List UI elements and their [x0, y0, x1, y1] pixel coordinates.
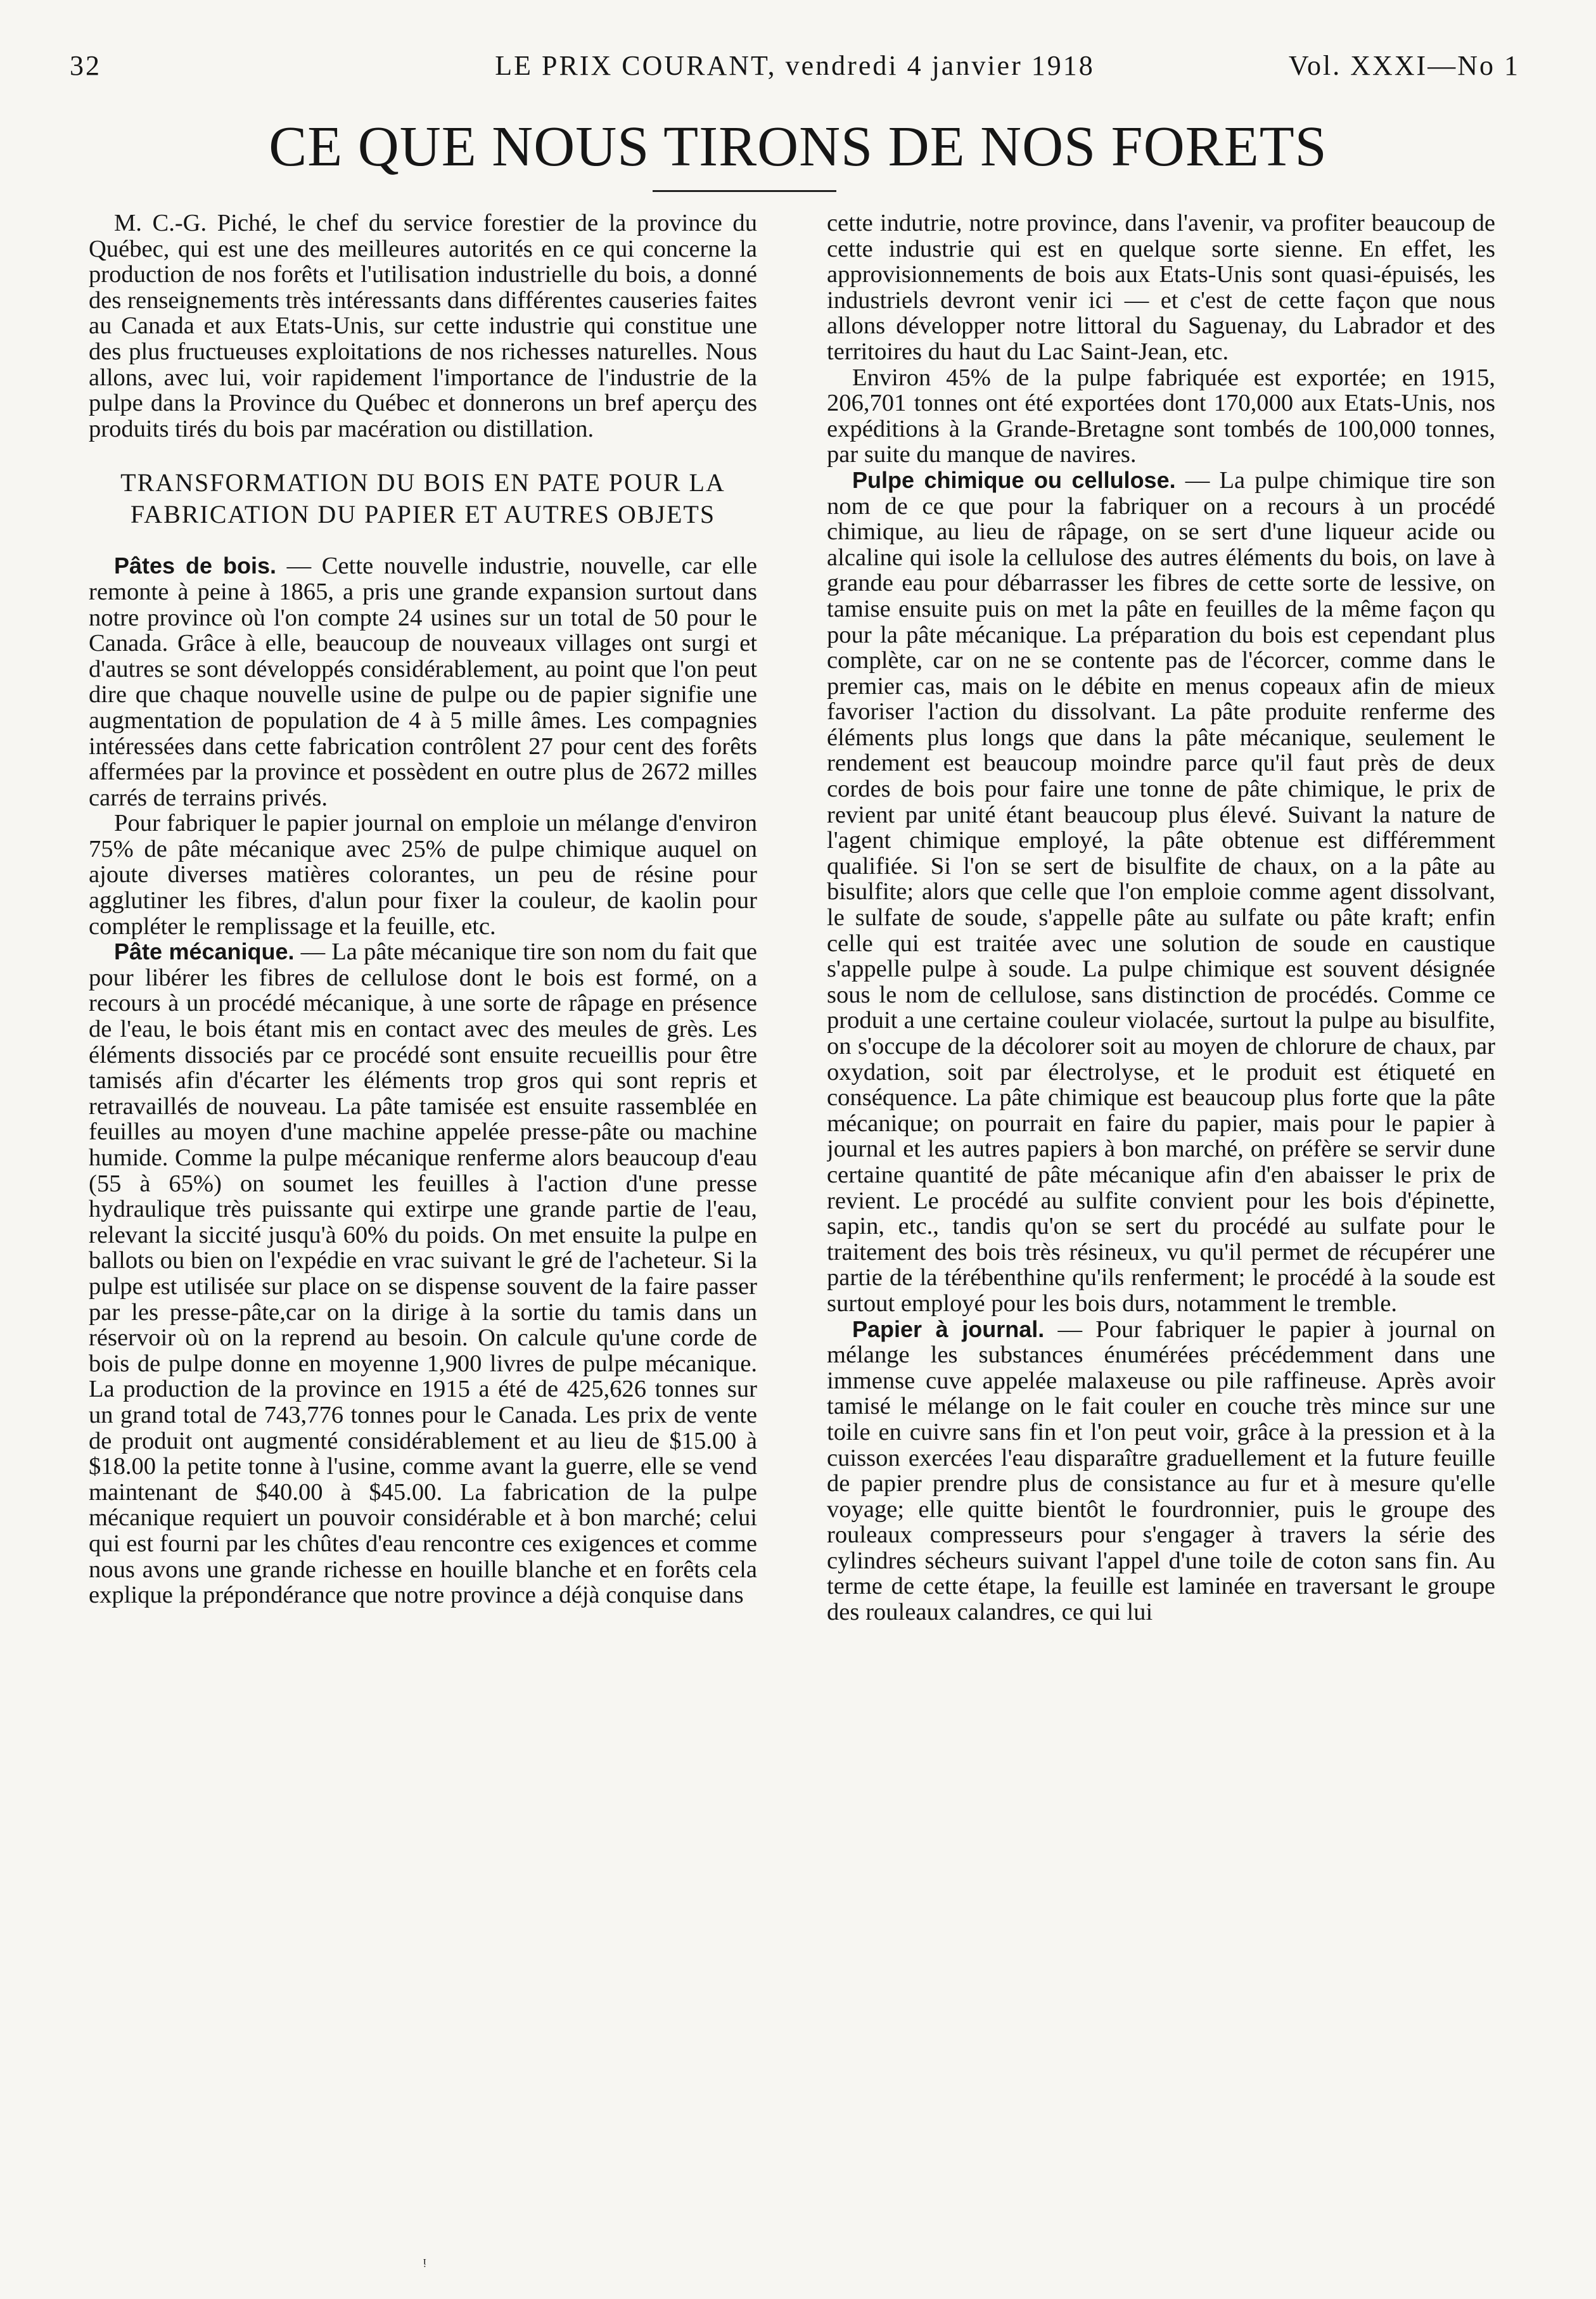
intro-paragraph: M. C.-G. Piché, le chef du service forestier de la province du Québec, qui est une des meilleures autorités en ce qui concerne la production de nos forêts et l'utilisation industrielle du bois, a donné des renseignements très intéressants dans différentes causeries faites au Canada et aux Etats-Unis, sur cette industrie qui constitue une des plus fructueuses exploitations de nos richesses naturelles. Nous allons, avec lui, voir rapidement l'importance de l'industrie de la pulpe dans la Province du Québec et donnerons un bref aperçu des produits tirés du bois par macération ou distillation. [89, 210, 757, 442]
volume-number: Vol. XXXI—No 1 [1288, 50, 1520, 81]
page-number: 32 [70, 50, 101, 81]
title-divider [653, 190, 836, 192]
run-in-heading: Pulpe chimique ou cellulose. [852, 466, 1176, 493]
run-in-heading: Pâte mécanique. [114, 938, 295, 965]
paragraph-exportation: Environ 45% de la pulpe fabriquée est exportée; en 1915, 206,701 tonnes ont été exportées dont 170,000 aux Etats-Unis, nos expéditions à la Grande-Bretagne sont tombés de 100,000 tonnes, par suite du manque de navires. [827, 364, 1495, 468]
run-in-heading: Pâtes de bois. [114, 553, 277, 579]
section-heading: TRANSFORMATION DU BOIS EN PATE POUR LA FABRICATION DU PAPIER ET AUTRES OBJETS [120, 468, 725, 529]
left-column [89, 210, 757, 2245]
article-title: CE QUE NOUS TIRONS DE NOS FORETS [269, 115, 1327, 178]
publication-line: LE PRIX COURANT, vendredi 4 janvier 1918 [495, 50, 1095, 81]
paragraph-text: — Cette nouvelle industrie, nouvelle, car elle remonte à peine à 1865, a pris une grande expansion surtout dans notre province où l'on compte 24 usines sur un total de 50 pour le Canada. Grâce à elle, beaucoup de nouveaux villages ont surgi et d'autres se sont développés considérablement, au point que l'on peut dire que chaque nouvelle usine de pulpe ou de papier signifie une augmentation de population de 4 à 5 mille âmes. Les compagnies intéressées dans cette fabrication contrôlent 27 pour cent des forêts affermées par la province et possèdent en outre plus de 2672 milles carrés de terrains privés. [89, 553, 757, 811]
paragraph-continuation: cette indutrie, notre province, dans l'avenir, va profiter beaucoup de cette industrie qui est en quelque sorte sienne. En effet, les approvisionnements de bois aux Etats-Unis sont quasi-épuisés, les industriels devront venir ici — et c'est de cette façon que nous allons développer notre littoral du Saguenay, du Labrador et des territoires du haut du Lac Saint-Jean, etc. [827, 210, 1495, 365]
paragraph-text: — Pour fabriquer le papier à journal on mélange les substances énumérées précédemment dans une immense cuve appelée malaxeuse ou pile raffineuse. Après avoir tamisé le mélange on le fait couler en couche très mince sur une toile en cuivre sans fin et l'on peut voir, grâce à la pression et à la cuisson exercées l'eau disparaître graduellement et la future feuille de papier prendre plus de consistance au fur et à mesure qu'elle voyage; elle quitte bientôt le fourdronnier, puis le groupe des rouleaux compresseurs pour s'engager à travers la série des cylindres sécheurs suivant l'appel d'une toile de coton sans fin. Au terme de cette étape, la feuille est laminée en traversant le groupe des rouleaux calandres, ce qui lui [827, 1316, 1495, 1626]
paragraph-pulpe-chimique [827, 468, 1495, 1317]
right-column [827, 210, 1495, 2245]
paragraph-text: — La pulpe chimique tire son nom de ce que pour la fabriquer on a recours à un procédé chimique, au lieu de râpage, on se sert d'une liqueur acide ou alcaline qui isole la cellulose des autres éléments du bois, on lave à grande eau pour débarrasser les fibres de cette sorte de lessive, on tamise ensuite puis on met la pâte en feuilles de la même façon qu pour la pâte mécanique. La préparation du bois est cependant plus complète, car on ne se contente pas de l'écorcer, comme dans le premier cas, mais on le débite en menus copeaux afin de mieux favoriser l'action du dissolvant. La pâte produite renferme des éléments plus longs que dans la pâte mécanique, seulement le rendement est beaucoup moindre parce qu'il faut près de deux cordes de bois pour faire une tonne de pâte chimique, le prix de revient par unité étant beaucoup plus élevé. Suivant la nature de l'agent chimique employé, la pâte obtenue est différemment qualifiée. Si l'on se sert de bisulfite de chaux, on a la pâte au bisulfite; alors que celle que l'on emploie comme agent dissolvant, le sulfate de soude, s'appelle pâte au sulfate ou pâte kraft; enfin celle qui est traitée avec une solution de soude en caustique s'appelle pulpe à soude. La pulpe chimique est souvent désignée sous le nom de cellulose, sans distinction de procédés. Comme ce produit a une certaine couleur violacée, surtout la pulpe au bisulfite, on s'occupe de la décolorer soit au moyen de chlorure de chaux, par oxydation, soit par électrolyse, et le produit est étiqueté en conséquence. La pâte chimique est beaucoup plus forte que la pâte mécanique; on pourrait en faire du papier, mais pour le papier à journal et les autres papiers à bon marché, on préfère se servir dune certaine quantité de pâte mécanique afin d'en abaisser le prix de revient. Le procédé au sulfite convient pour les bois d'épinette, sapin, etc., tandis qu'on se sert du procédé au sulfate pour le traitement des bois très résineux, vu qu'il permet de récupérer une partie de la térébenthine qu'ils renferment; le procédé à la soude est surtout employé pour les bois durs, notamment le tremble. [827, 466, 1495, 1317]
paragraph-pate-mecanique [89, 939, 757, 1608]
running-header [70, 49, 1520, 87]
paragraph-papier-a-journal [827, 1317, 1495, 1625]
paragraph-papier-journal-melange: Pour fabriquer le papier journal on emploie un mélange d'environ 75% de pâte mécanique avec 25% de pulpe chimique auquel on ajoute diverses matières colorantes, un peu de résine pour agglutiner les fibres, d'alun pour fixer la couleur, de kaolin pour compléter le remplissage et la feuille, etc. [89, 810, 757, 940]
footer-mark: ᵎ [423, 2253, 426, 2274]
paragraph-text: — La pâte mécanique tire son nom du fait que pour libérer les fibres de cellulose dont le bois est formé, on a recours à un procédé mécanique, à une sorte de râpage en présence de l'eau, le bois étant mis en contact avec des meules de grès. Les éléments dissociés par ce procédé sont ensuite recueillis pour être tamisés afin d'écarter les éléments trop gros qui sont repris et retravaillés de nouveau. La pâte tamisée est ensuite rassemblée en feuilles au moyen d'une machine appelée presse-pâte ou machine humide. Comme la pulpe mécanique renferme alors beaucoup d'eau (55 à 65%) on soumet les feuilles à l'action d'une presse hydraulique très puissante qui extirpe une grande partie de l'eau, relevant la siccité jusqu'à 60% du poids. On met ensuite la pulpe en ballots ou bien on l'expédie en vrac suivant le gré de l'acheteur. Si la pulpe est utilisée sur place on se dispense souvent de la faire passer par les presse-pâte,car on la dirige à la sortie du tamis dans un réservoir où on la reprend au besoin. On calcule qu'une corde de bois de pulpe donne en moyenne 1,900 livres de pulpe mécanique. La production de la province en 1915 a été de 425,626 tonnes sur un grand total de 743,776 tonnes pour le Canada. Les prix de vente de produit ont augmenté considérablement et au lieu de $15.00 à $18.00 la petite tonne à l'usine, comme avant la guerre, elle se vend maintenant de $40.00 à $45.00. La fabrication de la pulpe mécanique requiert un pouvoir considérable et à bon marché; celui qui est fourni par les chûtes d'eau rencontre ces exigences et comme nous avons une grande richesse en houille blanche et en forêts cela explique la prépondérance que notre province a déjà conquise dans [89, 938, 757, 1609]
paragraph-pates-de-bois [89, 553, 757, 810]
run-in-heading: Papier à journal. [852, 1316, 1045, 1342]
